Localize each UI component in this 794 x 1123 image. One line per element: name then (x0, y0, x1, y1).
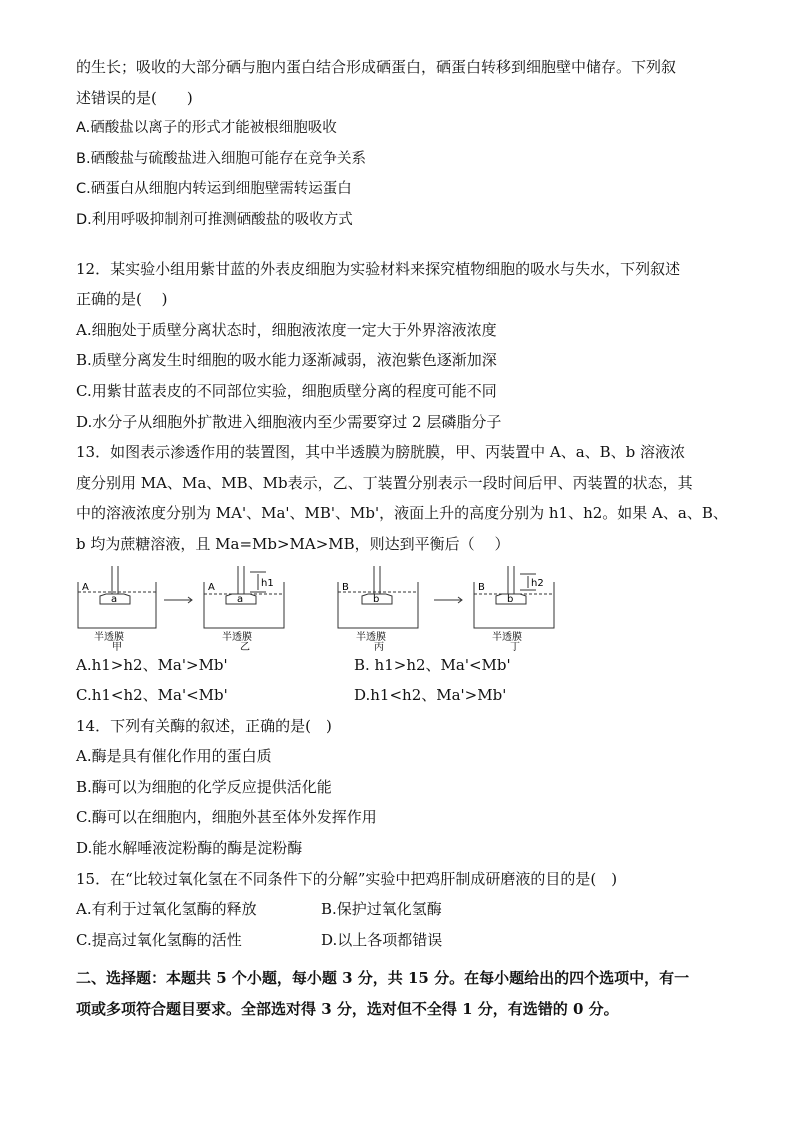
q13-options-row2 (76, 680, 716, 711)
membrane-label-yi: 半透膜 (222, 631, 252, 643)
q13-stem-line1: 13．如图表示渗透作用的装置图，其中半透膜为膀胱膜，甲、丙装置中 A、a、B、b 溶液浓 (76, 443, 686, 462)
q15-option-b: B.保护过氧化氢酶 (321, 900, 442, 919)
label-outer-jia: A (82, 581, 89, 593)
q13-option-a: A.h1>h2、Ma'>Mb' (76, 655, 228, 674)
q14-option-b: B.酶可以为细胞的化学反应提供活化能 (76, 777, 332, 796)
label-outer-ding: B (478, 581, 485, 593)
label-h1: h1 (261, 577, 274, 589)
label-outer-yi: A (208, 581, 215, 593)
q13-option-b: B. h1>h2、Ma'<Mb' (354, 655, 511, 674)
q13-stem-line3: 中的溶液浓度分别为 MA'、Ma'、MB'、Mb'，液面上升的高度分别为 h1、h2。如果 A、a、B、 (76, 504, 728, 523)
q14-option-c: C.酶可以在细胞内，细胞外甚至体外发挥作用 (76, 808, 377, 827)
q11-option-d: D.利用呼吸抑制剂可推测硒酸盐的吸收方式 (76, 211, 353, 228)
membrane-label-ding: 半透膜 (492, 631, 522, 643)
q15-stem: 15．在“比较过氧化氢在不同条件下的分解”实验中把鸡肝制成研磨液的目的是( ) (76, 869, 618, 888)
q13-option-c: C.h1<h2、Ma'<Mb' (76, 686, 228, 705)
q12-option-d: D.水分子从细胞外扩散进入细胞液内至少需要穿过 2 层磷脂分子 (76, 412, 502, 431)
apparatus-ding (474, 566, 554, 628)
section2-heading-line1: 二、选择题：本题共 5 个小题，每小题 3 分，共 15 分。在每小题给出的四个选项中，有一 (76, 969, 690, 988)
q12-option-b: B.质壁分离发生时细胞的吸水能力逐渐减弱，液泡紫色逐渐加深 (76, 351, 497, 370)
osmosis-figure (76, 566, 716, 653)
q12-stem-line2: 正确的是( ) (76, 290, 168, 309)
q12-option-a: A.细胞处于质壁分离状态时，细胞液浓度一定大于外界溶液浓度 (76, 320, 497, 339)
q15-option-a: A.有利于过氧化氢酶的释放 (76, 900, 257, 919)
membrane-label-jia: 半透膜 (94, 631, 124, 643)
section2-heading-line2: 项或多项符合题目要求。全部选对得 3 分，选对但不全得 1 分，有选错的 0 分。 (76, 1000, 619, 1019)
osmosis-diagram (76, 566, 716, 653)
caption-ding: 丁 (510, 641, 520, 653)
q12-stem-line1: 12．某实验小组用紫甘蓝的外表皮细胞为实验材料来探究植物细胞的吸水与失水，下列叙述 (76, 259, 681, 278)
caption-jia: 甲 (112, 641, 122, 653)
q15-option-c: C.提高过氧化氢酶的活性 (76, 930, 242, 949)
caption-yi: 乙 (240, 641, 250, 653)
q14-option-a: A.酶是具有催化作用的蛋白质 (76, 747, 272, 766)
arrow-right-icon (164, 597, 192, 603)
arrow-right-icon (434, 597, 462, 603)
q15-option-d: D.以上各项都错误 (321, 930, 443, 949)
label-inner-jia: a (111, 593, 118, 605)
apparatus-yi (204, 566, 284, 628)
label-outer-bing: B (342, 581, 349, 593)
label-h2: h2 (531, 577, 544, 589)
label-inner-ding: b (507, 593, 514, 605)
q11-stem-line1: 的生长；吸收的大部分硒与胞内蛋白结合形成硒蛋白，硒蛋白转移到细胞壁中储存。下列叙 (76, 58, 677, 76)
q11-option-b: B.硒酸盐与硫酸盐进入细胞可能存在竞争关系 (76, 150, 367, 167)
q13-option-d: D.h1<h2、Ma'>Mb' (354, 686, 507, 705)
q14-option-d: D.能水解唾液淀粉酶的酶是淀粉酶 (76, 839, 303, 858)
q15-options-row1 (76, 894, 716, 925)
q13-stem-line2: 度分别用 MA、Ma、MB、Mb表示，乙、丁装置分别表示一段时间后甲、丙装置的状态，其 (76, 473, 693, 492)
q15-options-row2 (76, 925, 716, 956)
q11-option-c: C.硒蛋白从细胞内转运到细胞壁需转运蛋白 (76, 181, 352, 198)
exam-page (76, 52, 728, 1025)
q12-option-c: C.用紫甘蓝表皮的不同部位实验，细胞质壁分离的程度可能不同 (76, 381, 497, 400)
q11-stem-line2: 述错误的是( ) (76, 88, 193, 107)
q13-options-row1 (76, 650, 716, 681)
caption-bing: 丙 (374, 641, 384, 653)
q13-stem-line4: b 均为蔗糖溶液，且 Ma=Mb>MA>MB，则达到平衡后（ ） (76, 534, 510, 553)
membrane-label-bing: 半透膜 (356, 631, 386, 643)
label-inner-yi: a (237, 593, 244, 605)
q14-stem: 14．下列有关酶的叙述，正确的是( ) (76, 716, 332, 735)
label-inner-bing: b (373, 593, 380, 605)
q11-option-a: A.硒酸盐以离子的形式才能被根细胞吸收 (76, 120, 337, 137)
